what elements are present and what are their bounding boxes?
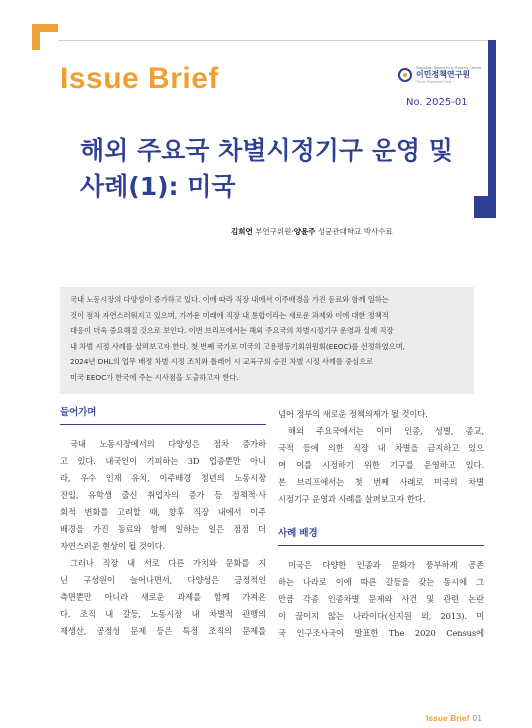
text-line: 재생산, 공정성 문제 등은 특정 조직의 문제를 [60, 626, 266, 636]
summary-line: 미국 EEOC가 한국에 주는 시사점을 도출하고자 한다. [70, 372, 239, 382]
page-footer [426, 713, 482, 723]
summary-line: 2024년 DHL의 업무 배정 차별 시정 조치와 틀레어 시 교육구의 승진 차별 시정 사례를 중심으로 [70, 357, 374, 367]
summary-line: 것이 점차 자연스러워지고 있으며, 가까운 미래에 직장 내 통합이라는 새로운 과제와 이에 대한 정책적 [70, 310, 389, 320]
intro-paragraph-3 [278, 423, 484, 508]
text-line: 해외 주요국에서는 이미 인종, 성별, 종교, [288, 426, 484, 436]
logo-korean: 이민정책연구원 [416, 70, 471, 79]
summary-line: 내 차별 시정 사례를 살펴보고자 한다. 첫 번째 국가로 미국의 고용평등기회위원회(EEOC)를 선정하였으며, [70, 341, 405, 351]
text-line: 회적 변화를 고려할 때, 향후 직장 내에서 이주 [60, 507, 266, 517]
page-number: 01 [472, 714, 483, 723]
author-1-name: 김희연 [231, 227, 253, 236]
right-column [278, 400, 484, 642]
author-separator: · [291, 227, 294, 236]
header-rule [42, 40, 494, 41]
text-line: 하는 나라로 이에 따른 갈등을 갖는 동시에 그 [278, 577, 484, 587]
footer-brand: Issue Brief [426, 713, 470, 723]
text-line: 국적 등에 의한 직장 내 차별을 금지하고 있으 [278, 443, 484, 453]
text-line: 미국은 다양한 인종과 문화가 풍부하게 공존 [288, 560, 484, 570]
text-line: 그러나 직장 내 서로 다른 가치와 문화를 지 [70, 558, 266, 568]
title-line-1: 해외 주요국 차별시정기구 운영 및 [80, 136, 453, 165]
intro-paragraph-2 [60, 555, 266, 640]
text-line: 시정기구 운영과 사례를 살펴보고자 한다. [278, 494, 426, 504]
author-line [231, 226, 393, 237]
text-line: 측면뿐만 아니라 새로운 과제를 함께 가져온 [60, 592, 266, 602]
brand-title: Issue Brief [60, 62, 219, 95]
issue-number: No. 2025-01 [406, 97, 468, 108]
left-column [60, 400, 266, 640]
summary-box [60, 287, 474, 394]
header-side-bar [488, 40, 496, 200]
intro-paragraph-1 [60, 436, 266, 555]
text-line: 만큼 각종 인종차별 문제와 사건 및 관련 논란 [278, 594, 484, 604]
text-line: 이 끊이지 않는 나라이다(신지원 외, 2013). 미 [278, 611, 484, 621]
summary-line: 대응이 더욱 중요해질 것으로 보인다. 이번 브리프에서는 해외 주요국의 차별시정기구 운영과 실제 직장 [70, 326, 394, 336]
text-line: 고 있다. 내국인이 기피하는 3D 업종뿐만 아니 [60, 456, 266, 466]
text-line: 며 이를 시정하기 위한 기구를 운영하고 있다. [278, 460, 484, 470]
text-line: 진입, 유학생 출신 취업자의 증가 등 정책적·사 [60, 490, 266, 500]
section-heading-background: 사례 배경 [278, 521, 484, 546]
text-line: 본 브리프에서는 첫 번째 사례로 미국의 차별 [278, 477, 484, 487]
author-1-role: 부연구위원 [255, 227, 292, 236]
institute-logo [398, 66, 481, 84]
title-line-2: 사례(1): 미국 [80, 172, 236, 201]
text-line: 다. 조직 내 갈등, 노동시장 내 차별적 관행의 [60, 609, 266, 619]
text-line: 국내 노동시장에서의 다양성은 점차 증가하 [70, 439, 266, 449]
logo-english: Migration Research & Training Centre [416, 66, 482, 70]
document-title [80, 133, 480, 205]
corner-decoration-top-left [32, 24, 58, 50]
summary-line: 국내 노동시장의 다양성이 증가하고 있다. 이에 따라 직장 내에서 이주배경을 가진 동료와 함께 일하는 [70, 295, 389, 304]
text-line: 닌 구성원이 늘어나면서, 다양성은 긍정적인 [60, 575, 266, 585]
text-line: 배경을 가진 동료와 함께 일하는 일은 점점 더 [60, 524, 266, 534]
institute-seal-icon [398, 68, 412, 82]
text-line: 자연스러운 현상이 될 것이다. [60, 541, 166, 551]
text-line: 국 인구조사국이 발표한 The 2020 Census에 [278, 628, 484, 638]
text-line: 넘어 정부의 새로운 정책의제가 될 것이다. [278, 409, 428, 419]
section-heading-intro: 들어가며 [60, 400, 266, 425]
background-paragraph [278, 557, 484, 642]
logo-subtitle: Think Migration Hub [416, 80, 452, 84]
author-2-name: 양윤주 [293, 227, 316, 236]
author-2-role: 성균관대학교 박사수료 [317, 227, 393, 236]
text-line: 라, 우수 인재 유치, 이주배경 청년의 노동시장 [60, 473, 266, 483]
